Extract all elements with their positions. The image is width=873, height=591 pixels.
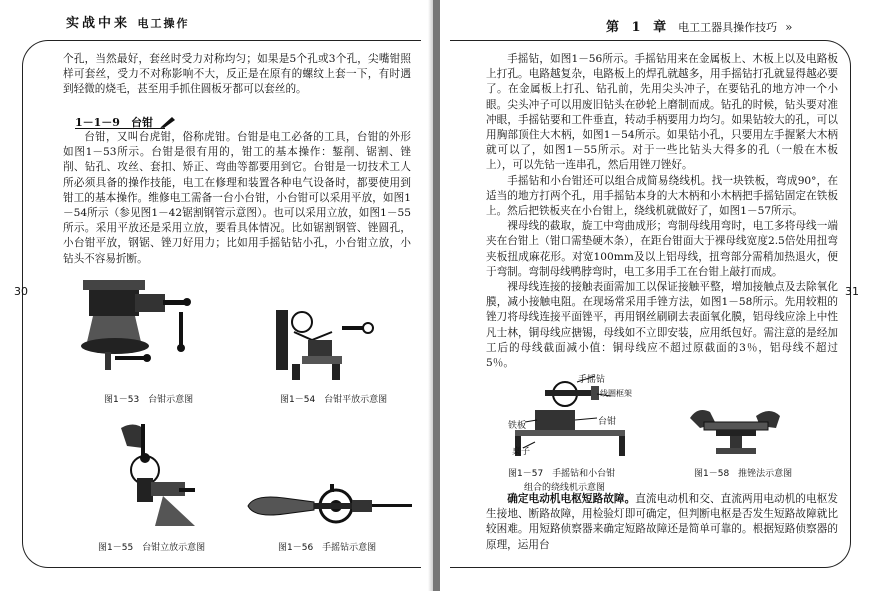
intro-paragraph: 个孔，当然最好，套丝时受力对称均匀；如果是5个孔或3个孔，尖嘴钳照样可套丝，受力不对称影响不大，反正是在原有的螺纹上套一下，有时遇到轻微的烧毛，甚至用手抓住圆板牙都可以套丝的。 <box>63 53 411 96</box>
chapter-number: 第 1 章 <box>606 20 671 35</box>
right-running-header <box>600 16 798 35</box>
figure-caption: 图1－53 台钳示意图 <box>104 395 194 405</box>
vise-upright-illustration <box>115 418 205 528</box>
right-body-text-top: 手摇钻，如图1－56所示。手摇钻用来在金属板上、木板上以及电路板上打孔。电路越复杂，电路板上的焊孔就越多，用手摇钻打孔就显得越必要了。在金属板上打孔、钻孔前，先用尖头冲子，在要钻孔的地方冲一个小眼。尖头冲子可以用废旧钻头在砂轮上磨制而成。钻孔的时候，钻头要对准冲眼，手摇钻要和工件垂直，转动手柄要用力均匀。如果钻较大的孔，可以用胸部顶住大木柄，如图1－54所示。如果钻小孔，只要用左手握紧大木柄就可以了，如图1－55所示。对于一些比钻头大得多的孔（一般在木板上），可以先钻一连串孔，然后用锉刀锉好。 手摇钻和小台钳还可以组合成简易绕线机。找一块铁板，弯成90°，在适当的地方打两个孔，用手摇钻本身的大木柄和小木柄把手摇钻固定在铁板上。然后把铁板夹在小台钳上，绕线机就做好了，如图1－57所示。 裸母线的截取，旋工中弯曲成形；弯制母线用弯时，电工多将母线一端夹在台钳上（钳口需垫硬木条），在距台钳面大于裸母线宽度2.5倍处用扭弯夹板扭成麻花形。对宽100mm及以上铝母线，扭弯部分需稍加热退火，便于弯制。弯制母线鸭脖弯时，电工多用手工在台钳上敲打而成。 裸母线连接的接触表面需加工以保证接触平整，增加接触点及去除氧化膜，减小接触电阻。在现场常采用手锉方法，如图1－58所示。先用较粗的锉刀将母线连接平面锉平，再用钢丝刷刷去表面氧化膜，铝母线应涂上中性凡士林，铜母线应搪锡，母线如不立即安装，应用纸包好。需注意的是经加工后的母线截面减小值：铜母线应不超过原截面的3％，铝母线不超过5％。 <box>486 53 838 370</box>
label-hand-drill: 手摇钻 <box>578 375 606 385</box>
page-number: 31 <box>845 285 859 298</box>
figure-caption: 图1－57 手摇钻和小台钳 <box>508 469 616 479</box>
hand-drill-illustration <box>244 484 419 528</box>
left-running-header <box>60 12 196 31</box>
push-filing-illustration <box>686 398 786 456</box>
pencil-icon <box>159 115 177 129</box>
section-heading <box>75 114 177 130</box>
book-series-subtitle: 电工操作 <box>137 17 190 30</box>
figure-caption: 图1－54 台钳平放示意图 <box>280 395 388 405</box>
double-chevron-icon: » <box>785 20 793 34</box>
right-body-text-bottom <box>486 492 838 553</box>
vise-horizontal-illustration <box>272 300 382 384</box>
section-title: 1－1－9 台钳 <box>75 116 153 129</box>
label-iron-plate: 铁板 <box>508 421 527 431</box>
figure-caption: 图1－58 推锉法示意图 <box>694 469 793 479</box>
paragraph-lead: 确定电动机电枢短路故障。 <box>507 493 636 505</box>
page-number: 30 <box>14 285 28 298</box>
vise-body-text: 台钳，又叫台虎钳，俗称虎钳。台钳是电工必备的工具，台钳的外形如图1－53所示。台钳是很有用的，钳工的基本操作：錾削、锯割、锉削、钻孔、攻丝、套扣、矫正、弯曲等都要用到它。台钳是一切技术工人所必须具备的操作技能，电工在修理和装置各种电气设备时，都要使用到钳工的基本操作。维修电工需备一台小台钳，小台钳可以采用平放，如图1－54所示（参见图1－42锯割钢管示意图）。也可以采用立放，如图1－55所示。采用平放还是采用立放，要看具体情况。比如锯割钢管、锉圆孔，小台钳平放，钢锯、锉刀好用力；比如用手摇钻钻小孔，小台钳立放，小钻头不容易折断。 <box>63 131 411 265</box>
right-page <box>440 0 873 591</box>
bench-vise-illustration <box>75 272 195 380</box>
left-page <box>0 0 433 591</box>
label-coil-frame: 线圈框架 <box>600 389 632 398</box>
paragraph-body: 直流电动机和交、直流两用电动机的电枢发生接地、断路故障，用检验灯即可确定，但判断电枢是否发生短路故障就比较困难。用短路侦察器来确定短路故障还是简单可靠的。根据短路侦察器的原理，运用台 <box>486 493 839 551</box>
page-gutter <box>433 0 440 591</box>
label-table: 桌子 <box>512 447 531 457</box>
figure-caption: 图1－55 台钳立放示意图 <box>98 543 206 553</box>
figure-caption: 图1－56 手摇钻示意图 <box>278 543 377 553</box>
label-bench-vise: 台钳 <box>598 417 617 427</box>
figure-caption: 组合的绕线机示意图 <box>524 483 606 493</box>
chapter-title: 电工工器具操作技巧 <box>678 21 778 34</box>
book-series-title: 实战中来 <box>66 16 131 31</box>
